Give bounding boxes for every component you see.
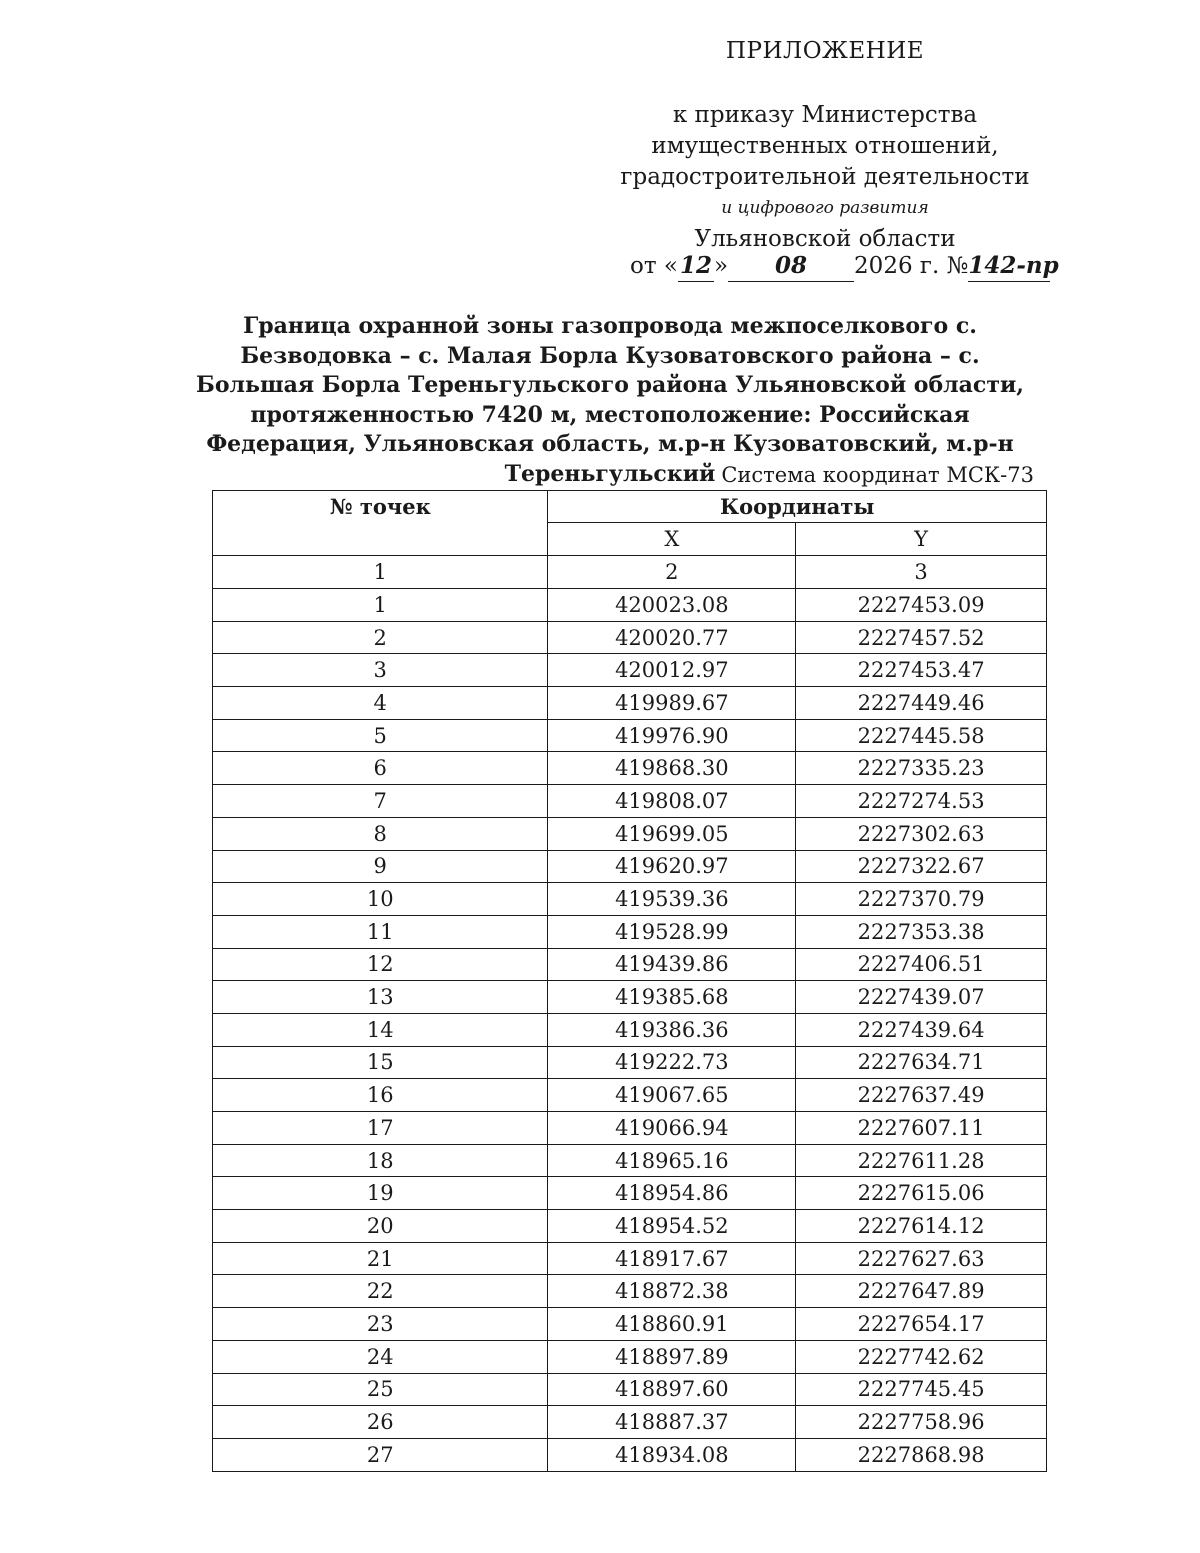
order-prefix: от « xyxy=(630,253,678,279)
coord-y: 2227615.06 xyxy=(796,1177,1047,1210)
coord-y: 2227758.96 xyxy=(796,1406,1047,1439)
coord-x: 420020.77 xyxy=(548,621,796,654)
point-number: 24 xyxy=(213,1340,548,1373)
table-row xyxy=(213,752,1047,785)
coord-y: 2227274.53 xyxy=(796,785,1047,818)
coord-y: 2227322.67 xyxy=(796,850,1047,883)
point-number: 26 xyxy=(213,1406,548,1439)
point-number: 7 xyxy=(213,785,548,818)
coord-x: 418954.86 xyxy=(548,1177,796,1210)
point-number: 27 xyxy=(213,1438,548,1471)
coord-x: 419528.99 xyxy=(548,915,796,948)
table-row xyxy=(213,1144,1047,1177)
coord-x: 419989.67 xyxy=(548,687,796,720)
coord-y: 2227335.23 xyxy=(796,752,1047,785)
column-number: 3 xyxy=(796,556,1047,589)
coord-x: 419976.90 xyxy=(548,719,796,752)
appendix-line: к приказу Министерства xyxy=(672,102,978,128)
point-number: 10 xyxy=(213,883,548,916)
table-row xyxy=(213,1308,1047,1341)
coord-y: 2227627.63 xyxy=(796,1242,1047,1275)
coord-x: 420012.97 xyxy=(548,654,796,687)
coord-y: 2227614.12 xyxy=(796,1210,1047,1243)
table-row xyxy=(213,589,1047,622)
table-row xyxy=(213,1013,1047,1046)
coord-x: 418965.16 xyxy=(548,1144,796,1177)
point-number: 16 xyxy=(213,1079,548,1112)
coord-x: 419066.94 xyxy=(548,1112,796,1145)
coord-y: 2227445.58 xyxy=(796,719,1047,752)
coord-y: 2227439.07 xyxy=(796,981,1047,1014)
table-row xyxy=(213,785,1047,818)
point-number: 6 xyxy=(213,752,548,785)
point-number: 4 xyxy=(213,687,548,720)
coord-x: 418917.67 xyxy=(548,1242,796,1275)
order-date-number xyxy=(630,250,1059,282)
point-number: 17 xyxy=(213,1112,548,1145)
coord-x: 419868.30 xyxy=(548,752,796,785)
coord-y: 2227457.52 xyxy=(796,621,1047,654)
coord-x: 418934.08 xyxy=(548,1438,796,1471)
coord-x: 418887.37 xyxy=(548,1406,796,1439)
coord-y: 2227647.89 xyxy=(796,1275,1047,1308)
table-row xyxy=(213,1340,1047,1373)
table-row xyxy=(213,719,1047,752)
coord-y: 2227637.49 xyxy=(796,1079,1047,1112)
coord-y: 2227634.71 xyxy=(796,1046,1047,1079)
point-number: 12 xyxy=(213,948,548,981)
point-number: 15 xyxy=(213,1046,548,1079)
coord-x: 419699.05 xyxy=(548,817,796,850)
coord-x: 418860.91 xyxy=(548,1308,796,1341)
table-row xyxy=(213,948,1047,981)
table-row xyxy=(213,1112,1047,1145)
order-year: 2026 г. № xyxy=(854,253,969,279)
coord-y: 2227868.98 xyxy=(796,1438,1047,1471)
order-month-handwritten: 08 xyxy=(728,250,854,282)
point-number: 11 xyxy=(213,915,548,948)
table-row xyxy=(213,1046,1047,1079)
table-row xyxy=(213,1177,1047,1210)
appendix-line: имущественных отношений, xyxy=(651,133,999,159)
coord-y: 2227742.62 xyxy=(796,1340,1047,1373)
coord-y: 2227654.17 xyxy=(796,1308,1047,1341)
coord-y: 2227607.11 xyxy=(796,1112,1047,1145)
coord-y: 2227453.09 xyxy=(796,589,1047,622)
appendix-title: ПРИЛОЖЕНИЕ xyxy=(725,38,925,64)
coord-y: 2227406.51 xyxy=(796,948,1047,981)
coord-y: 2227745.45 xyxy=(796,1373,1047,1406)
coord-y: 2227302.63 xyxy=(796,817,1047,850)
table-row xyxy=(213,687,1047,720)
coord-y: 2227370.79 xyxy=(796,883,1047,916)
appendix-line: градостроительной деятельности xyxy=(620,164,1030,190)
point-number: 9 xyxy=(213,850,548,883)
coord-y: 2227353.38 xyxy=(796,915,1047,948)
header-y: Y xyxy=(796,523,1047,556)
coord-x: 418872.38 xyxy=(548,1275,796,1308)
header-x: X xyxy=(548,523,796,556)
coord-x: 419385.68 xyxy=(548,981,796,1014)
coordinates-table xyxy=(212,490,1047,1472)
table-row xyxy=(213,1438,1047,1471)
table-row xyxy=(213,1275,1047,1308)
point-number: 14 xyxy=(213,1013,548,1046)
header-coordinates: Координаты xyxy=(548,491,1047,523)
table-row xyxy=(213,915,1047,948)
coordinate-system-label: Система координат МСК-73 xyxy=(721,463,1034,487)
point-number: 1 xyxy=(213,589,548,622)
coord-x: 419439.86 xyxy=(548,948,796,981)
table-row xyxy=(213,1079,1047,1112)
table-body xyxy=(213,589,1047,1472)
column-number: 2 xyxy=(548,556,796,589)
coord-x: 419222.73 xyxy=(548,1046,796,1079)
table-row xyxy=(213,883,1047,916)
coord-x: 418954.52 xyxy=(548,1210,796,1243)
table-row xyxy=(213,981,1047,1014)
point-number: 5 xyxy=(213,719,548,752)
point-number: 19 xyxy=(213,1177,548,1210)
point-number: 3 xyxy=(213,654,548,687)
coord-y: 2227439.64 xyxy=(796,1013,1047,1046)
column-number: 1 xyxy=(213,556,548,589)
point-number: 25 xyxy=(213,1373,548,1406)
order-number-handwritten: 142-пр xyxy=(968,250,1050,282)
coord-y: 2227611.28 xyxy=(796,1144,1047,1177)
point-number: 20 xyxy=(213,1210,548,1243)
coord-x: 419539.36 xyxy=(548,883,796,916)
order-quote-close: » xyxy=(713,253,729,279)
coord-x: 419067.65 xyxy=(548,1079,796,1112)
coord-x: 418897.89 xyxy=(548,1340,796,1373)
coord-y: 2227453.47 xyxy=(796,654,1047,687)
table-row xyxy=(213,654,1047,687)
coord-x: 419386.36 xyxy=(548,1013,796,1046)
point-number: 21 xyxy=(213,1242,548,1275)
coord-y: 2227449.46 xyxy=(796,687,1047,720)
document-heading: Граница охранной зоны газопровода межпоселкового с. Безводовка – с. Малая Борла Кузоватовского района – с. Большая Борла Тереньгульского района Ульяновской области, протяженностью 7420 м, местоположение: Российская Федерация, Ульяновская область, м.р-н Кузоватовский, м.р-н Тереньгульский xyxy=(196,313,1024,487)
appendix-region: Ульяновской области xyxy=(694,226,956,252)
order-day-handwritten: 12 xyxy=(678,250,714,282)
point-number: 8 xyxy=(213,817,548,850)
point-number: 2 xyxy=(213,621,548,654)
table-row xyxy=(213,621,1047,654)
coord-x: 420023.08 xyxy=(548,589,796,622)
point-number: 18 xyxy=(213,1144,548,1177)
table-row xyxy=(213,1210,1047,1243)
appendix-line-small: и цифрового развития xyxy=(721,198,929,218)
table-row xyxy=(213,1406,1047,1439)
coord-x: 419808.07 xyxy=(548,785,796,818)
header-points: № точек xyxy=(213,491,548,556)
point-number: 23 xyxy=(213,1308,548,1341)
table-row xyxy=(213,1373,1047,1406)
table-row xyxy=(213,817,1047,850)
coord-x: 418897.60 xyxy=(548,1373,796,1406)
coord-x: 419620.97 xyxy=(548,850,796,883)
table-row xyxy=(213,850,1047,883)
appendix-reference xyxy=(620,100,1030,255)
point-number: 22 xyxy=(213,1275,548,1308)
point-number: 13 xyxy=(213,981,548,1014)
table-row xyxy=(213,1242,1047,1275)
